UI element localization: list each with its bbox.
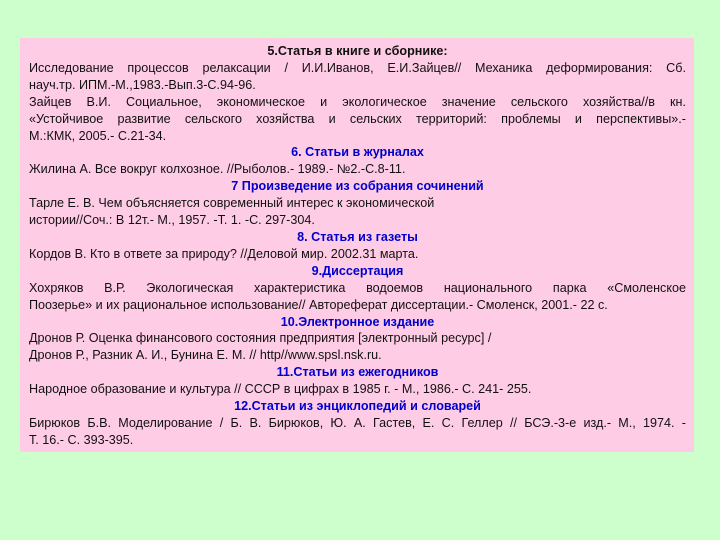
reference-line: Дронов Р., Разник А. И., Бунина Е. М. // http//www.spsl.nsk.ru. [29, 348, 382, 363]
reference-line: науч.тр. ИПМ.-М.,1983.-Вып.3-С.94-96. [29, 77, 256, 92]
section-heading-dissertation: 9.Диссертация [311, 263, 404, 278]
reference-line: истории//Соч.: В 12т.- М., 1957. -Т. 1. -С. 297-304. [29, 213, 315, 228]
reference-line: Бирюков Б.В. Моделирование / Б. В. Бирюков, Ю. А. Гастев, Е. С. Геллер // БСЭ.-3-е изд.- М., 1974. - [29, 415, 686, 430]
bibliography-panel [20, 38, 694, 452]
section-heading-encyclopedia-articles: 12.Статьи из энциклопедий и словарей [234, 399, 481, 414]
reference-line: М.:КМК, 2005.- С.21-34. [29, 128, 167, 143]
reference-line: Исследование процессов релаксации / И.И.Иванов, Е.И.Зайцев// Механика деформирования: Сб. [29, 60, 686, 75]
section-heading-journal-articles: 6. Статьи в журналах [291, 145, 424, 160]
reference-line: Жилина А. Все вокруг колхозное. //Рыболов.- 1989.- №2.-С.8-11. [29, 162, 406, 177]
reference-line: Т. 16.- С. 393-395. [29, 432, 134, 447]
reference-line: Поозерье» и их рациональное использование// Автореферат диссертации.- Смоленск, 2001.- 22 с. [29, 297, 608, 312]
section-heading-book-article: 5.Статья в книге и сборнике: [267, 44, 448, 58]
reference-line: «Устойчивое развитие сельского хозяйства и сельских территорий: проблемы и перспективы».- [29, 111, 686, 126]
reference-line: Народное образование и культура // СССР в цифрах в 1985 г. - М., 1986.- С. 241- 255. [29, 382, 532, 397]
reference-line: Дронов Р. Оценка финансового состояния предприятия [электронный ресурс] / [29, 331, 492, 346]
reference-line: Хохряков В.Р. Экологическая характеристика водоемов национального парка «Смоленское [29, 280, 686, 295]
reference-line: Кордов В. Кто в ответе за природу? //Деловой мир. 2002.31 марта. [29, 246, 419, 261]
section-heading-newspaper-article: 8. Статья из газеты [297, 229, 418, 244]
reference-line: Зайцев В.И. Социальное, экономическое и экологическое значение сельского хозяйства//в кн. [29, 94, 686, 109]
reference-line: Тарле Е. В. Чем объясняется современный интерес к экономической [29, 196, 435, 211]
section-heading-collected-works: 7 Произведение из собрания сочинений [231, 179, 484, 194]
section-heading-electronic-edition: 10.Электронное издание [280, 314, 435, 329]
section-heading-yearbook-articles: 11.Статьи из ежегодников [276, 365, 439, 380]
